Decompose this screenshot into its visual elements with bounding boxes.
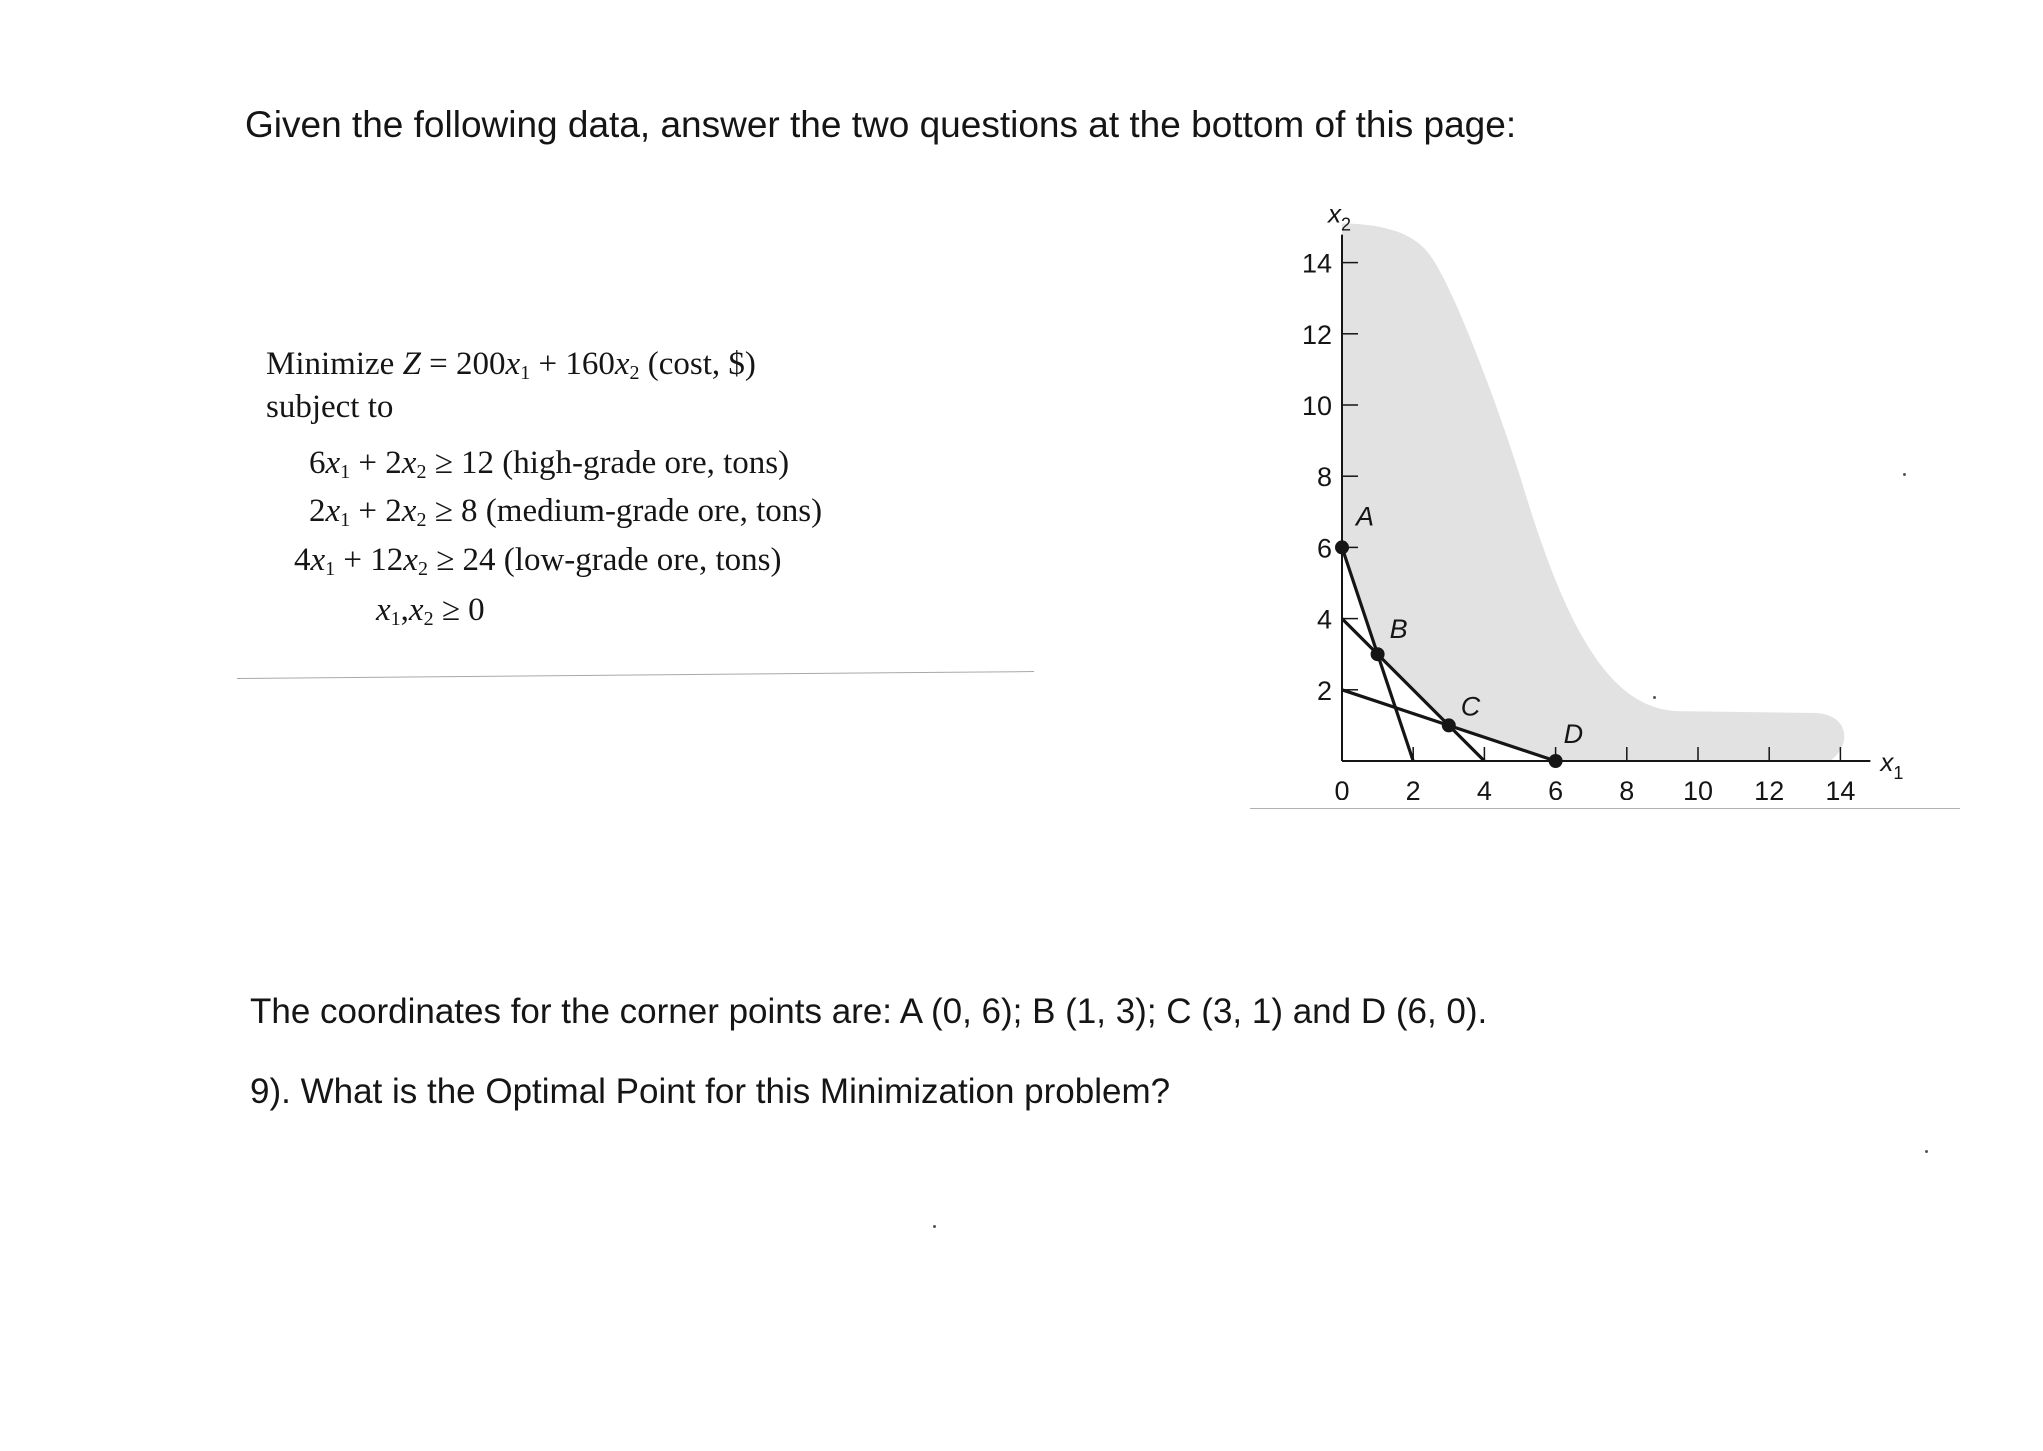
x-tick-label: 12: [1754, 776, 1785, 800]
corner-label-d: D: [1563, 719, 1584, 749]
x-tick-label: 4: [1476, 776, 1492, 800]
divider-rule-right: [1250, 808, 1960, 809]
scan-speck: [933, 1225, 936, 1228]
y-tick-label: 8: [1316, 462, 1332, 493]
divider-rule-left: [237, 671, 1034, 679]
question-9: 9). What is the Optimal Point for this Minimization problem?: [250, 1072, 1171, 1111]
y-tick-label: 4: [1316, 604, 1332, 635]
corner-point-b: [1371, 647, 1385, 661]
constraint-nonnegativity: $x_1,x_2 \ge 0$: [376, 592, 485, 630]
x-tick-label: 2: [1405, 776, 1421, 800]
y-axis-label: $x_2$: [1328, 200, 1352, 235]
feasible-region-graph: [1240, 200, 1980, 800]
scan-speck: [1653, 696, 1656, 699]
corner-points-statement: The coordinates for the corner points are: A (0, 6); B (1, 3); C (3, 1) and D (6, 0).: [250, 992, 1488, 1031]
y-tick-label: 6: [1316, 533, 1332, 564]
constraint-high-grade: $6x_1 + 2x_2 \ge 12$ (high-grade ore, tons): [309, 445, 790, 483]
constraint-low-grade: $4x_1 + 12x_2 \ge 24$ (low-grade ore, tons): [294, 542, 782, 580]
y-tick-label: 14: [1301, 248, 1332, 279]
corner-label-c: C: [1460, 691, 1481, 722]
corner-point-a: [1335, 540, 1349, 554]
x-tick-label: 10: [1682, 776, 1714, 800]
y-tick-label: 12: [1301, 319, 1332, 350]
region-layer: [1342, 223, 1844, 761]
y-tick-label: 10: [1301, 391, 1332, 421]
x-tick-label: 14: [1825, 776, 1856, 800]
x-axis-label-subscript: 1: [1893, 763, 1904, 783]
scan-speck: [1903, 473, 1906, 476]
corner-point-c: [1442, 718, 1456, 732]
scan-speck: [1925, 1150, 1928, 1153]
x-tick-label: 6: [1548, 776, 1564, 800]
subject-to-label: subject to: [266, 389, 394, 425]
constraint-medium-grade: $2x_1 + 2x_2 \ge 8$ (medium-grade ore, tons): [309, 493, 823, 531]
corner-label-a: A: [1356, 501, 1375, 532]
objective-line: Minimize $Z = 200x_1 + 160x_2$ (cost, $): [266, 346, 756, 384]
objective-var: Z: [402, 346, 421, 382]
corner-point-d: [1549, 754, 1563, 768]
x-axis-label: $x_1$: [1880, 747, 1904, 783]
feasible-region: [1342, 223, 1844, 761]
y-axis-label-subscript: 2: [1341, 214, 1352, 235]
page-heading: Given the following data, answer the two questions at the bottom of this page:: [245, 104, 1517, 145]
corner-label-b: B: [1389, 614, 1408, 645]
x-tick-label: 8: [1619, 776, 1635, 800]
x-tick-label: 0: [1334, 776, 1350, 800]
y-tick-label: 2: [1316, 675, 1332, 706]
